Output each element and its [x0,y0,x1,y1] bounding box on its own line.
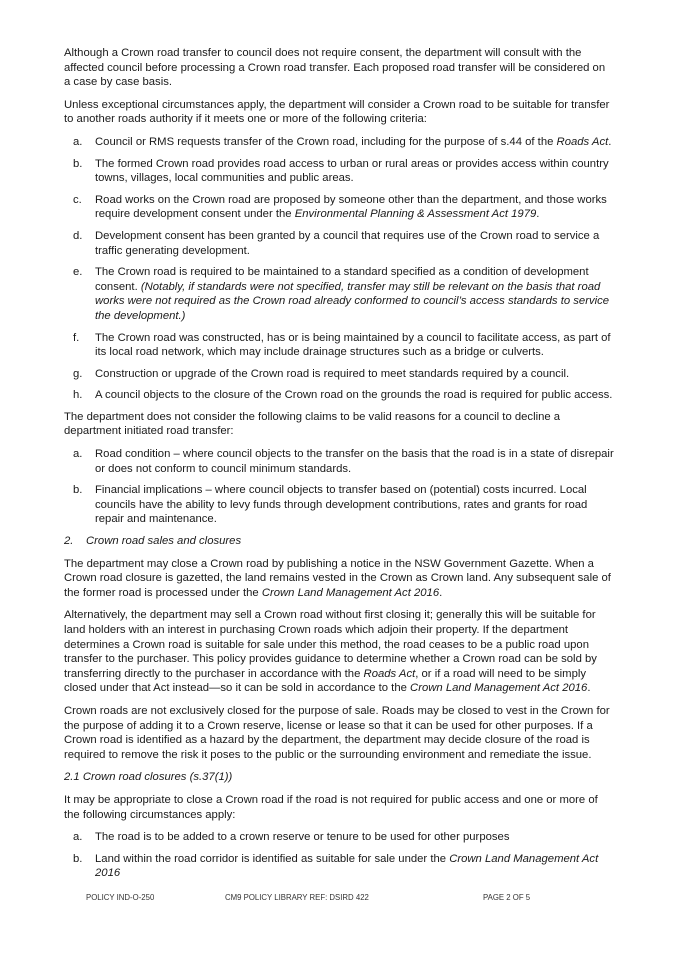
consult-paragraph: Although a Crown road transfer to council does not require consent, the department will consult with the affected council before processing a Crown road transfer. Each proposed road transfer will be considered on a case by case basis. [64,47,606,89]
circumstance-item: a. The road is to be added to a crown reserve or tenure to be used for other purposes [73,831,510,844]
criteria-item: h. A council objects to the closure of the Crown road on the grounds the road is required for public access. [73,389,613,402]
criteria-intro: Unless exceptional circumstances apply, the department will consider a Crown road to be suitable for transfer to another roads authority if it meets one or more of the following criteria: [64,98,610,126]
footer-policy-number: POLICY IND-O-250 [86,893,155,902]
invalid-reason-item: a. Road condition – where council objects to the transfer on the basis that the road is in a state of disrepair or does not conform to council minimum standards. [73,448,614,475]
gazette-paragraph: The department may close a Crown road by publishing a notice in the NSW Government Gazette. When a Crown road closure is gazetted, the land remains vested in the Crown as Crown land. Any subsequent sale of the former road is processed under the Crown Land Management Act 2016. [64,557,611,599]
criteria-list [64,135,614,403]
alternatively-paragraph: Alternatively, the department may sell a Crown road without first closing it; generally this will be suitable for land holders with an interest in purchasing Crown roads which adjoin their property. If the department determines a Crown road is suitable for sale under this method, the road ceases to be a public road upon transfer to the purchaser. This policy provides guidance to determine whether a Crown road can be sold by transferring directly to the purchaser in accordance with the Roads Act, or if a road will need to be simply closed under that Act instead—so it can be sold in accordance to the Crown Land Management Act 2016. [64,609,597,695]
invalid-reasons-list [64,447,614,527]
criteria-item: d. Development consent has been granted by a council that requires use of the Crown road to service a traffic generating development. [73,229,600,257]
criteria-item: f. The Crown road was constructed, has or is being maintained by a council to facilitate access, as part of its local road network, which may include drainage structures such as a bridge or culverts. [73,331,611,359]
circumstances-list [64,830,614,881]
section-heading-road-closures: 2.1 Crown road closures (s.37(1)) [64,771,233,784]
not-exclusive-paragraph: Crown roads are not exclusively closed for the purpose of sale. Roads may be closed to vest in the Crown for the purpose of adding it to a Crown reserve, license or lease so that it can be used for other purposes. If a Crown road is identified as a hazard by the department, the department may decide closure of the road is required to remove the risk it poses to the public or the surrounding environment and remediate the issue. [64,704,610,761]
footer-library-ref: CM9 POLICY LIBRARY REF: DSIRD 422 [225,893,369,902]
criteria-item: g. Construction or upgrade of the Crown road is required to meet standards required by a council. [73,367,570,380]
footer-page-number: PAGE 2 OF 5 [483,893,531,902]
criteria-item: a. Council or RMS requests transfer of the Crown road, including for the purpose of s.44 of the Roads Act. [73,135,612,148]
criteria-item: e. The Crown road is required to be maintained to a standard specified as a condition of development consent. (Notably, if standards were not specified, transfer may still be relevant on the basis that road works were not required as the Crown road already conformed to council’s access standards to service the development.) [73,266,610,322]
criteria-item: b. The formed Crown road provides road access to urban or rural areas or provides access within country towns, villages, local communities and public areas. [73,157,609,185]
invalid-reasons-intro: The department does not consider the following claims to be valid reasons for a council to decline a department initiated road transfer: [64,410,561,438]
invalid-reason-item: b. Financial implications – where council objects to transfer based on (potential) costs incurred. Local councils have the ability to levy funds through development contributions, rates and grants for road repair and maintenance. [73,484,588,526]
criteria-item: c. Road works on the Crown road are proposed by someone other than the department, and those works require development consent under the Environmental Planning & Assessment Act 1979. [73,193,607,221]
closure-intro: It may be appropriate to close a Crown road if the road is not required for public access and one or more of the following circumstances apply: [64,793,598,821]
document-page [64,46,614,888]
circumstance-item: b. Land within the road corridor is identified as suitable for sale under the Crown Land Management Act 2016 [73,852,599,880]
section-heading-sales-closures: 2. Crown road sales and closures [64,535,242,548]
